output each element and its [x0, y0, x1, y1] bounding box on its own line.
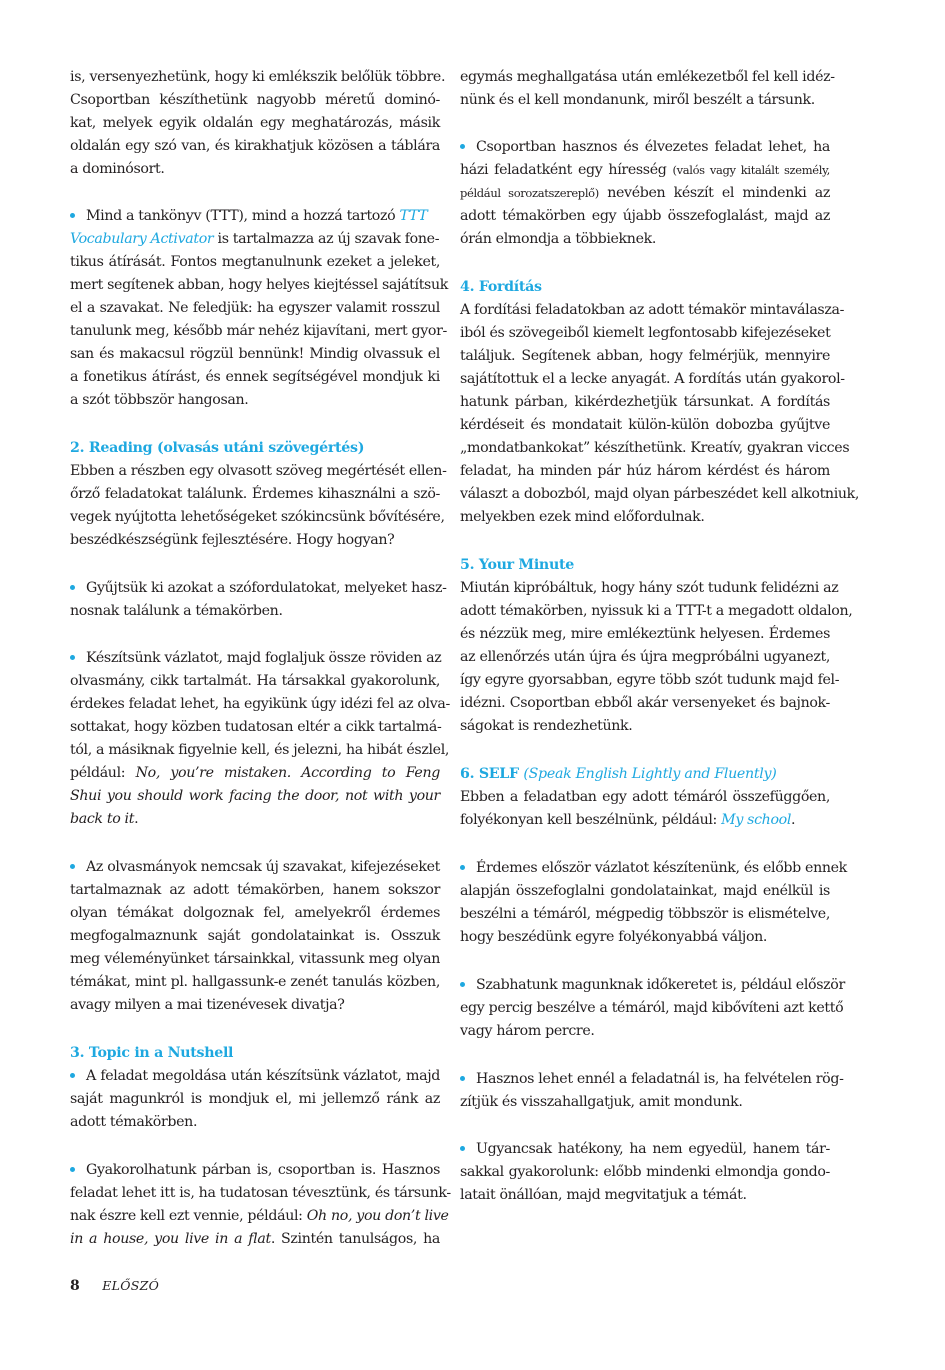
text-line: adott témakörben.	[70, 1114, 198, 1130]
text: Az olvasmányok nemcsak új szavakat, kifejezéseket	[86, 859, 440, 875]
page-footer	[70, 1276, 159, 1296]
text-line: is, versenyezhetünk, hogy ki emlékszik belőlük többre.	[70, 69, 446, 85]
text: Gyakorolhatunk párban is, csoportban is. Hasznos	[86, 1162, 440, 1178]
text: nak észre kell ezt vennie, például:	[70, 1208, 307, 1224]
bullet-icon	[460, 982, 465, 987]
text-line: és nézzük meg, mire emlékeztünk helyesen. Érdemes	[460, 626, 830, 642]
text-line	[70, 206, 427, 226]
text-line	[70, 1066, 440, 1086]
bullet-icon	[70, 864, 75, 869]
bullet-icon	[70, 1073, 75, 1078]
text-line: nünk és el kell mondanunk, miről beszélt a társunk.	[460, 92, 815, 108]
text-line: feladat lehet itt is, ha tudatosan tévesztünk, és társunk-	[70, 1185, 451, 1201]
text-line: melyekben ezek mind előfordulnak.	[460, 509, 705, 525]
text-line: Ebben a részben egy olvasott szöveg megértését ellen-	[70, 463, 447, 479]
text-line: ságokat is rendezhetünk.	[460, 718, 633, 734]
text-line: vegek nyújtotta lehetőségeket szókincsünk bővítésére,	[70, 509, 445, 525]
text-line: témákat, mint pl. hallgassunk-e zenét tanulás közben,	[70, 974, 440, 990]
text-line	[70, 763, 440, 783]
text-line: olvasmány, cikk tartalmát. Ha társakkal gyakorolunk,	[70, 673, 440, 689]
text-line	[460, 1139, 830, 1159]
heading-subtitle: (Speak English Lightly and Fluently)	[523, 766, 777, 782]
bullet-icon	[70, 585, 75, 590]
section-heading: 2. Reading (olvasás utáni szövegértés)	[70, 440, 365, 456]
text-line: hatunk párban, kikérdezhetjük társunkat. A fordítás	[460, 394, 830, 410]
text: A feladat megoldása után készítsünk vázlatot, majd	[86, 1068, 440, 1084]
text-line: sajátítottuk el a lecke anyagát. A fordítás után gyakorol-	[460, 371, 845, 387]
text-line: órán elmondja a többieknek.	[460, 231, 657, 247]
vocabulary-activator-title: Vocabulary Activator	[70, 231, 214, 247]
example-topic: My school	[721, 812, 792, 828]
text: Ugyancsak hatékony, ha nem egyedül, hanem tár-	[476, 1141, 830, 1157]
text-line: érdekes feladat lehet, ha egyikünk úgy idézi fel az olva-	[70, 696, 450, 712]
text-line	[460, 137, 830, 157]
text-line: Csoportban készíthetünk nagyobb méretű dominó-	[70, 92, 440, 108]
text: Gyűjtsük ki azokat a szófordulatokat, melyeket hasz-	[86, 580, 447, 596]
text-line: sakkal gyakorolunk: előbb mindenki elmondja gondo-	[460, 1164, 830, 1180]
text-line: a szót többször hangosan.	[70, 392, 249, 408]
text-line: meg véleményünket társainkkal, vitassunk meg olyan	[70, 951, 440, 967]
section-heading	[460, 764, 776, 784]
text: . Szintén tanulságos, ha	[270, 1231, 440, 1247]
text-line: a fonetikus átírást, és ennek segítségével mondjuk ki	[70, 369, 440, 385]
text-line: egymás meghallgatása után emlékezetből fel kell idéz-	[460, 69, 835, 85]
text-line: A fordítási feladatokban az adott témakör mintaválasza-	[460, 302, 845, 318]
text-line: san és makacsul rögzül bennünk! Mindig olvassuk el	[70, 346, 440, 362]
text-line: adott témakörben egy újabb összefoglalást, majd az	[460, 208, 830, 224]
text-line: Ebben a feladatban egy adott témáról összefüggően,	[460, 789, 830, 805]
bullet-icon	[70, 1167, 75, 1172]
text-line: tól, a másiknak figyelnie kell, és jelezni, ha hibát észlel,	[70, 742, 450, 758]
text: Érdemes először vázlatot készítenünk, és előbb ennek	[476, 860, 847, 876]
bullet-icon	[460, 1146, 465, 1151]
page-number: 8	[70, 1278, 80, 1294]
text-line	[70, 1229, 440, 1249]
bullet-icon	[460, 865, 465, 870]
text-line	[460, 858, 847, 878]
text-line	[70, 578, 447, 598]
text-line: tanulunk meg, később már nehéz kijavítani, mert gyor-	[70, 323, 447, 339]
text: is tartalmazza az új szavak fone-	[213, 231, 440, 247]
text-line: adott témakörben, nyissuk ki a TTT-t a megadott oldalon,	[460, 603, 853, 619]
text: nevében készít el mindenki az	[598, 185, 830, 201]
text-line	[70, 809, 138, 829]
example-italic: Oh no, you don’t live	[306, 1208, 449, 1224]
text-line	[70, 648, 440, 668]
text-line: nosnak találunk a témakörben.	[70, 603, 283, 619]
text-line: el a szavakat. Ne feledjük: ha egyszer valamit rosszul	[70, 300, 440, 316]
text-line: hogy beszédünk egyre folyékonyabbá váljon.	[460, 929, 768, 945]
text-line	[460, 183, 830, 203]
text: folyékonyan kell beszélnünk, például:	[460, 812, 722, 828]
text-line: tikus átírását. Fontos megtanulnunk ezeket a jeleket,	[70, 254, 440, 270]
text-line: saját magunkról is mondjuk el, mi jellemző ránk az	[70, 1091, 440, 1107]
bullet-icon	[70, 213, 75, 218]
text-line: alapján összefoglalni gondolatainkat, majd enélkül is	[460, 883, 830, 899]
text: .	[134, 811, 139, 827]
text-line: beszédkészségünk fejlesztésére. Hogy hogyan?	[70, 532, 395, 548]
text-line: olyan témákat dolgoznak fel, amelyekről érdemes	[70, 905, 440, 921]
bullet-icon	[70, 655, 75, 660]
text-line: Miután kipróbáltuk, hogy hány szót tudunk felidézni az	[460, 580, 839, 596]
running-head: ELŐSZÓ	[102, 1278, 160, 1293]
text-line: mert segítenek abban, hogy helyes kiejtéssel sajátítsuk	[70, 277, 449, 293]
text-line: iból és szövegeiből kiemelt legfontosabb kifejezéseket	[460, 325, 831, 341]
text-line	[460, 1069, 844, 1089]
text-line	[70, 1206, 449, 1226]
text-line	[70, 1160, 440, 1180]
text: Csoportban hasznos és élvezetes feladat lehet, ha	[476, 139, 830, 155]
text-line	[460, 810, 795, 830]
text-line: idézni. Csoportban ebből akár versenyeket és bajnok-	[460, 695, 830, 711]
example-italic: No, you’re mistaken. According to Feng	[135, 765, 440, 781]
text-line: oldalán egy szó van, és kirakhatjuk közösen a táblára	[70, 138, 440, 154]
text-line: Shui you should work facing the door, not with your	[70, 788, 440, 804]
section-heading: 3. Topic in a Nutshell	[70, 1045, 234, 1061]
bullet-icon	[460, 1076, 465, 1081]
text: Mind a tankönyv (TTT), mind a hozzá tartozó	[86, 208, 400, 224]
text: Hasznos lehet ennél a feladatnál is, ha felvételen rög-	[476, 1071, 844, 1087]
small-note: (valós vagy kitalált személy,	[672, 163, 830, 177]
text-line: avagy milyen a mai tizenévesek divatja?	[70, 997, 345, 1013]
text-line	[70, 857, 440, 877]
text-line: az ellenőrzés után újra és újra megpróbálni ugyanezt,	[460, 649, 830, 665]
text: .	[791, 812, 796, 828]
text-line: latait önállóan, majd megvitatjuk a témát.	[460, 1187, 747, 1203]
text-line: megfogalmaznunk saját gondolatainkat is. Osszuk	[70, 928, 440, 944]
text-line: beszélni a témáról, mégpedig többször is elismételve,	[460, 906, 830, 922]
text: Készítsünk vázlatot, majd foglaljuk össze röviden az	[86, 650, 442, 666]
text-line: egy percig beszélve a témáról, majd kibővíteni azt kettő	[460, 1000, 844, 1016]
text: például:	[70, 765, 136, 781]
text-line	[460, 975, 845, 995]
text-line: kat, melyek egyik oldalán egy meghatározás, másik	[70, 115, 440, 131]
section-heading: 5. Your Minute	[460, 557, 574, 573]
text-line	[70, 229, 439, 249]
text: Szabhatunk magunknak időkeretet is, például először	[476, 977, 845, 993]
example-italic: back to it	[70, 811, 135, 827]
text-line: így egyre gyorsabban, egyre több szót tudunk majd fel-	[460, 672, 840, 688]
text-line: feladat, ha minden pár húz három kérdést és három	[460, 463, 830, 479]
small-note: például sorozatszereplő)	[460, 186, 599, 200]
text-line: választ a dobozból, majd olyan párbeszédet kell alkotniuk,	[460, 486, 860, 502]
text-line: zítjük és visszahallgatjuk, amit mondunk.	[460, 1094, 743, 1110]
text: 6. SELF	[460, 766, 519, 782]
ttt-title: TTT	[399, 208, 428, 224]
section-heading: 4. Fordítás	[460, 279, 542, 295]
text-line: őrző feladatokat találunk. Érdemes kihasználni a szö-	[70, 486, 440, 502]
text: házi feladatként egy híresség	[460, 162, 673, 178]
text-line: találjuk. Segítenek abban, hogy felmérjük, mennyire	[460, 348, 830, 364]
text-line: „mondatbankokat” készíthetünk. Kreatív, gyakran vicces	[460, 440, 850, 456]
example-italic: in a house, you live in a flat	[70, 1231, 271, 1247]
text-line: sottakat, hogy közben tudatosan eltér a cikk tartalmá-	[70, 719, 442, 735]
text-line: a dominósort.	[70, 161, 165, 177]
text-line	[460, 160, 830, 180]
text-line: kérdéseit és mondatait külön-külön dobozba gyűjtve	[460, 417, 830, 433]
bullet-icon	[460, 144, 465, 149]
text-line: tartalmaznak az adott témakörben, hanem sokszor	[70, 882, 440, 898]
text-line: vagy három percre.	[460, 1023, 595, 1039]
